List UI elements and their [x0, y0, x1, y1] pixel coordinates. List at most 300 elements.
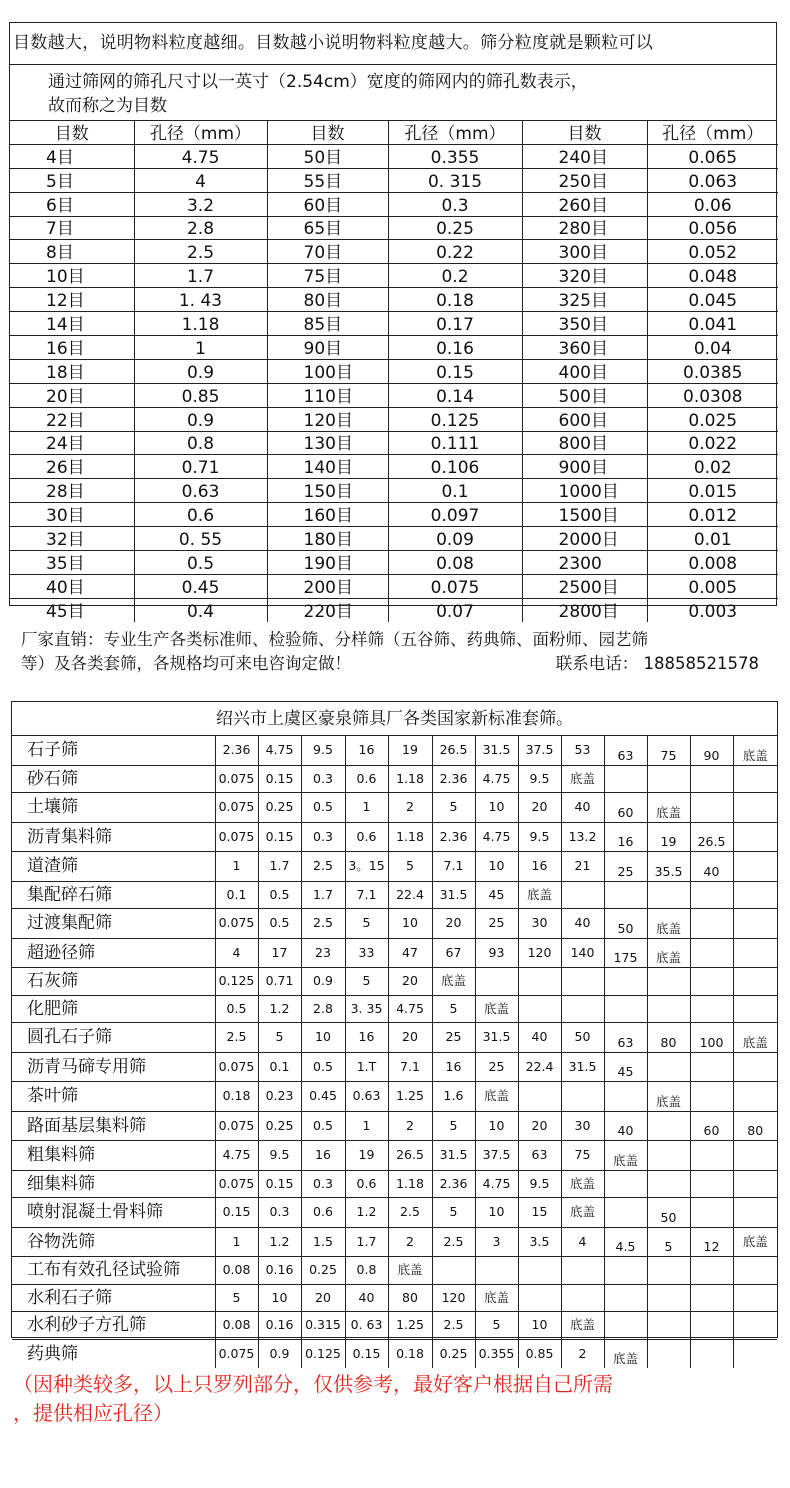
- mesh-count-cell: 80目: [267, 288, 388, 312]
- sieve-size-cell: [561, 881, 604, 909]
- sieve-size-cell: 1: [215, 852, 258, 882]
- mesh-row: [10, 144, 778, 168]
- sieve-type-name: 圆孔石子筛: [12, 1023, 215, 1053]
- sieve-size-cell: 40: [690, 852, 733, 882]
- sieve-size-cell: 0.3: [301, 765, 345, 793]
- aperture-cell: 0.06: [647, 192, 778, 216]
- sieve-size-cell: 40: [561, 793, 604, 823]
- sieve-size-cell: 35.5: [647, 852, 690, 882]
- sieve-size-cell: 1.2: [258, 1227, 301, 1257]
- sieve-size-cell: [561, 995, 604, 1023]
- sieve-size-cell: [690, 1312, 733, 1340]
- sieve-row: [12, 1111, 777, 1141]
- sieve-size-cell: 0.1: [215, 881, 258, 909]
- mesh-header-row: [10, 121, 778, 144]
- mesh-count-cell: 120目: [267, 407, 388, 431]
- sieve-size-cell: 2.36: [432, 765, 475, 793]
- sieve-size-cell: 7.1: [388, 1052, 432, 1082]
- sieve-size-cell: [647, 1339, 690, 1368]
- sieve-size-cell: 0.6: [345, 822, 388, 852]
- sieve-size-cell: [518, 968, 561, 996]
- sieve-size-cell: [604, 1198, 647, 1228]
- sieve-type-name: 沥青马碲专用筛: [12, 1052, 215, 1082]
- sieve-type-name: 土壤筛: [12, 793, 215, 823]
- sieve-grid: [12, 736, 777, 1368]
- mesh-count-cell: 130目: [267, 431, 388, 455]
- sieve-size-cell: 0.15: [345, 1339, 388, 1368]
- aperture-cell: 4.75: [134, 144, 267, 168]
- mesh-count-cell: 300目: [522, 240, 647, 264]
- mesh-count-cell: 8目: [10, 240, 134, 264]
- sieve-size-cell: 底盖: [604, 1339, 647, 1368]
- sieve-size-cell: [647, 1111, 690, 1141]
- aperture-cell: 0.005: [647, 574, 778, 598]
- sieve-size-cell: 12: [690, 1227, 733, 1257]
- mesh-count-cell: 320目: [522, 264, 647, 288]
- sieve-size-cell: 80: [388, 1284, 432, 1312]
- sieve-size-cell: 2: [388, 1227, 432, 1257]
- sieve-size-cell: 10: [258, 1284, 301, 1312]
- mesh-count-cell: 85目: [267, 312, 388, 336]
- sieve-size-cell: 底盖: [647, 793, 690, 823]
- aperture-cell: 0.85: [134, 383, 267, 407]
- aperture-cell: 0.075: [388, 574, 522, 598]
- mesh-grid: [10, 121, 778, 622]
- mesh-intro-line1: 目数越大，说明物料粒度越细。目数越小说明物料粒度越大。筛分粒度就是颗粒可以: [10, 23, 776, 65]
- sieve-size-cell: [604, 881, 647, 909]
- sieve-size-cell: 0.075: [215, 909, 258, 939]
- sieve-size-cell: 17: [258, 938, 301, 968]
- mesh-row: [10, 312, 778, 336]
- sieve-size-cell: 1.2: [345, 1198, 388, 1228]
- sieve-size-cell: 5: [475, 1312, 518, 1340]
- sieve-size-cell: 50: [604, 909, 647, 939]
- sieve-size-cell: [647, 881, 690, 909]
- sieve-size-cell: 0.15: [258, 1170, 301, 1198]
- sieve-size-cell: 5: [432, 1111, 475, 1141]
- mesh-count-cell: 4目: [10, 144, 134, 168]
- mesh-count-cell: 180目: [267, 527, 388, 551]
- sieve-size-cell: [733, 909, 777, 939]
- sieve-size-cell: 2.5: [388, 1198, 432, 1228]
- mesh-count-cell: 16目: [10, 336, 134, 360]
- sieve-size-cell: 2.5: [301, 852, 345, 882]
- sieve-size-cell: 63: [604, 736, 647, 765]
- sieve-size-cell: 33: [345, 938, 388, 968]
- mesh-count-cell: 18目: [10, 359, 134, 383]
- vendor-phone: 联系电话： 18858521578: [555, 654, 759, 673]
- sieve-size-cell: [604, 995, 647, 1023]
- sieve-size-cell: 0.15: [258, 765, 301, 793]
- sieve-row: [12, 1198, 777, 1228]
- sieve-size-cell: 2.5: [432, 1312, 475, 1340]
- sieve-size-cell: 0.16: [258, 1312, 301, 1340]
- sieve-row: [12, 1023, 777, 1053]
- sieve-type-name: 水利石子筛: [12, 1284, 215, 1312]
- sieve-row: [12, 1052, 777, 1082]
- sieve-size-cell: [690, 1284, 733, 1312]
- sieve-size-cell: 10: [388, 909, 432, 939]
- sieve-size-cell: [690, 1141, 733, 1171]
- sieve-size-cell: 1.7: [258, 852, 301, 882]
- sieve-size-cell: [690, 793, 733, 823]
- sieve-size-cell: [690, 1052, 733, 1082]
- aperture-cell: 0.17: [388, 312, 522, 336]
- aperture-cell: 0.063: [647, 168, 778, 192]
- aperture-cell: 4: [134, 168, 267, 192]
- sieve-size-cell: 2.36: [432, 1170, 475, 1198]
- footnote-line1: （因种类较多，以上只罗列部分，仅供参考，最好客户根据自己所需: [13, 1372, 613, 1396]
- mesh-count-cell: 900目: [522, 455, 647, 479]
- sieve-size-cell: 0.08: [215, 1257, 258, 1285]
- aperture-cell: 3.2: [134, 192, 267, 216]
- sieve-size-cell: 4.75: [475, 1170, 518, 1198]
- sieve-size-cell: [733, 1257, 777, 1285]
- sieve-size-cell: 0.6: [301, 1198, 345, 1228]
- sieve-size-cell: 7.1: [432, 852, 475, 882]
- sieve-size-cell: 4.75: [215, 1141, 258, 1171]
- sieve-size-cell: 5: [432, 793, 475, 823]
- aperture-cell: 0.5: [134, 551, 267, 575]
- sieve-row: [12, 995, 777, 1023]
- sieve-size-cell: 7.1: [345, 881, 388, 909]
- sieve-size-cell: 63: [604, 1023, 647, 1053]
- sieve-size-cell: 0.3: [301, 1170, 345, 1198]
- sieve-size-cell: 15: [518, 1198, 561, 1228]
- sieve-size-cell: 0.23: [258, 1082, 301, 1112]
- sieve-size-cell: 0.3: [258, 1198, 301, 1228]
- sieve-size-cell: 4.75: [475, 765, 518, 793]
- sieve-size-cell: 10: [475, 1198, 518, 1228]
- mesh-count-cell: 150目: [267, 479, 388, 503]
- mesh-row: [10, 168, 778, 192]
- sieve-size-cell: [690, 938, 733, 968]
- sieve-size-cell: 0.25: [258, 793, 301, 823]
- sieve-size-cell: [690, 909, 733, 939]
- mesh-count-cell: 90目: [267, 336, 388, 360]
- sieve-size-cell: 120: [518, 938, 561, 968]
- sieve-size-cell: 120: [432, 1284, 475, 1312]
- sieve-size-cell: [690, 765, 733, 793]
- sieve-size-cell: 0.075: [215, 1111, 258, 1141]
- mesh-count-cell: 20目: [10, 383, 134, 407]
- aperture-cell: 0.1: [388, 479, 522, 503]
- aperture-cell: 0.355: [388, 144, 522, 168]
- aperture-cell: 0.18: [388, 288, 522, 312]
- mesh-row: [10, 598, 778, 621]
- sieve-size-cell: 0.18: [215, 1082, 258, 1112]
- sieve-row: [12, 909, 777, 939]
- vendor-line1: 厂家直销：专业生产各类标准师、检验筛、分样筛（五谷筛、药典筛、面粉师、园艺筛: [21, 630, 648, 649]
- sieve-size-cell: [518, 1082, 561, 1112]
- aperture-cell: 0.056: [647, 216, 778, 240]
- mesh-count-cell: 280目: [522, 216, 647, 240]
- sieve-size-cell: 16: [345, 736, 388, 765]
- sieve-size-cell: 1: [345, 793, 388, 823]
- sieve-size-cell: [604, 1082, 647, 1112]
- sieve-size-cell: 31.5: [475, 1023, 518, 1053]
- mesh-count-cell: 190目: [267, 551, 388, 575]
- sieve-size-cell: 140: [561, 938, 604, 968]
- mesh-count-cell: 10目: [10, 264, 134, 288]
- aperture-cell: 0.08: [388, 551, 522, 575]
- sieve-row: [12, 1312, 777, 1340]
- sieve-size-cell: 5: [647, 1227, 690, 1257]
- sieve-size-cell: 4: [215, 938, 258, 968]
- aperture-cell: 0.04: [647, 336, 778, 360]
- sieve-row: [12, 793, 777, 823]
- mesh-count-cell: 12目: [10, 288, 134, 312]
- sieve-size-cell: 0.075: [215, 1339, 258, 1368]
- sieve-size-cell: [690, 1170, 733, 1198]
- sieve-size-cell: 2.5: [301, 909, 345, 939]
- mesh-count-cell: 100目: [267, 359, 388, 383]
- sieve-size-cell: 45: [475, 881, 518, 909]
- sieve-size-cell: 1.7: [301, 881, 345, 909]
- mesh-count-cell: 14目: [10, 312, 134, 336]
- mesh-row: [10, 551, 778, 575]
- sieve-size-cell: [733, 1312, 777, 1340]
- sieve-size-cell: 1: [345, 1111, 388, 1141]
- aperture-cell: 0.6: [134, 503, 267, 527]
- mesh-intro-block: [10, 65, 776, 121]
- sieve-size-cell: 0.85: [518, 1339, 561, 1368]
- aperture-cell: 0.09: [388, 527, 522, 551]
- sieve-size-cell: 2: [388, 793, 432, 823]
- sieve-size-cell: 3. 35: [345, 995, 388, 1023]
- sieve-size-cell: 0.18: [388, 1339, 432, 1368]
- sieve-size-cell: 31.5: [432, 881, 475, 909]
- sieve-size-cell: 20: [388, 968, 432, 996]
- sieve-size-cell: 25: [475, 1052, 518, 1082]
- aperture-cell: 0.045: [647, 288, 778, 312]
- sieve-size-cell: 0.5: [215, 995, 258, 1023]
- sieve-size-cell: [647, 1312, 690, 1340]
- sieve-type-name: 路面基层集料筛: [12, 1111, 215, 1141]
- aperture-cell: 0.052: [647, 240, 778, 264]
- sieve-size-cell: 10: [475, 1111, 518, 1141]
- sieve-size-cell: 0.6: [345, 765, 388, 793]
- sieve-size-cell: 底盖: [733, 1227, 777, 1257]
- sieve-size-cell: [604, 968, 647, 996]
- sieve-size-cell: 4.5: [604, 1227, 647, 1257]
- sieve-size-cell: 10: [301, 1023, 345, 1053]
- mesh-count-cell: 70目: [267, 240, 388, 264]
- mesh-size-table: [9, 22, 777, 622]
- sieve-size-cell: 25: [604, 852, 647, 882]
- mesh-count-cell: 220目: [267, 598, 388, 621]
- sieve-type-name: 工布有效孔径试验筛: [12, 1257, 215, 1285]
- mesh-count-cell: 35目: [10, 551, 134, 575]
- sieve-size-cell: 1.T: [345, 1052, 388, 1082]
- aperture-cell: 1.7: [134, 264, 267, 288]
- sieve-row: [12, 1082, 777, 1112]
- sieve-size-cell: 5: [388, 852, 432, 882]
- sieve-size-cell: 1.6: [432, 1082, 475, 1112]
- sieve-size-cell: 9.5: [518, 822, 561, 852]
- sieve-size-cell: [733, 1082, 777, 1112]
- aperture-cell: 0.048: [647, 264, 778, 288]
- aperture-cell: 0.022: [647, 431, 778, 455]
- sieve-size-cell: 0.315: [301, 1312, 345, 1340]
- sieve-size-cell: 50: [561, 1023, 604, 1053]
- mesh-row: [10, 336, 778, 360]
- aperture-cell: 2.5: [134, 240, 267, 264]
- sieve-table-title: 绍兴市上虞区豪泉筛具厂各类国家新标准套筛。: [12, 702, 777, 736]
- sieve-size-cell: 底盖: [518, 881, 561, 909]
- mesh-row: [10, 359, 778, 383]
- sieve-size-cell: [733, 822, 777, 852]
- sieve-type-name: 水利砂子方孔筛: [12, 1312, 215, 1340]
- sieve-row: [12, 968, 777, 996]
- mesh-row: [10, 407, 778, 431]
- sieve-size-cell: 1.18: [388, 1170, 432, 1198]
- mesh-count-cell: 2500目: [522, 574, 647, 598]
- sieve-size-cell: [647, 1052, 690, 1082]
- mesh-count-cell: 2000日: [522, 527, 647, 551]
- mesh-count-cell: 5目: [10, 168, 134, 192]
- sieve-size-cell: 20: [432, 909, 475, 939]
- mesh-row: [10, 479, 778, 503]
- sieve-size-cell: 20: [301, 1284, 345, 1312]
- sieve-size-cell: 0.125: [301, 1339, 345, 1368]
- mesh-count-cell: 22目: [10, 407, 134, 431]
- mesh-count-cell: 60目: [267, 192, 388, 216]
- vendor-line2: 等）及各类套筛，各规格均可来电咨询定做！: [21, 654, 351, 673]
- sieve-size-cell: 底盖: [733, 1023, 777, 1053]
- sieve-size-cell: 26.5: [690, 822, 733, 852]
- mesh-row: [10, 192, 778, 216]
- mesh-count-cell: 50目: [267, 144, 388, 168]
- aperture-cell: 0.041: [647, 312, 778, 336]
- sieve-size-cell: 0.075: [215, 1170, 258, 1198]
- sieve-size-cell: 5: [345, 968, 388, 996]
- sieve-size-cell: 1.7: [345, 1227, 388, 1257]
- sieve-size-cell: 16: [432, 1052, 475, 1082]
- mesh-header-cell: 孔径（mm）: [134, 121, 267, 144]
- sieve-size-cell: 0.3: [301, 822, 345, 852]
- sieve-size-cell: 40: [518, 1023, 561, 1053]
- sieve-size-cell: [690, 1198, 733, 1228]
- sieve-size-cell: [690, 881, 733, 909]
- sieve-size-cell: 19: [388, 736, 432, 765]
- sieve-size-cell: 3.5: [518, 1227, 561, 1257]
- sieve-size-cell: [561, 968, 604, 996]
- mesh-count-cell: 2800目: [522, 598, 647, 621]
- sieve-size-cell: [475, 968, 518, 996]
- sieve-size-cell: 0.125: [215, 968, 258, 996]
- mesh-count-cell: 800目: [522, 431, 647, 455]
- aperture-cell: 0.07: [388, 598, 522, 621]
- aperture-cell: 0.4: [134, 598, 267, 621]
- aperture-cell: 0.63: [134, 479, 267, 503]
- aperture-cell: 0.125: [388, 407, 522, 431]
- sieve-size-cell: [604, 1170, 647, 1198]
- sieve-size-cell: 0.16: [258, 1257, 301, 1285]
- sieve-size-cell: 底盖: [647, 1082, 690, 1112]
- sieve-size-cell: 31.5: [561, 1052, 604, 1082]
- sieve-size-cell: 0.9: [258, 1339, 301, 1368]
- sieve-size-cell: 0.15: [215, 1198, 258, 1228]
- mesh-count-cell: 240目: [522, 144, 647, 168]
- sieve-size-cell: 2.36: [215, 736, 258, 765]
- sieve-size-cell: [647, 1257, 690, 1285]
- mesh-count-cell: 30目: [10, 503, 134, 527]
- sieve-size-cell: [604, 1312, 647, 1340]
- sieve-size-cell: 26.5: [432, 736, 475, 765]
- mesh-count-cell: 140目: [267, 455, 388, 479]
- sieve-size-cell: 19: [345, 1141, 388, 1171]
- mesh-count-cell: 40目: [10, 574, 134, 598]
- aperture-cell: 0.3: [388, 192, 522, 216]
- aperture-cell: 0.25: [388, 216, 522, 240]
- sieve-size-cell: 0.1: [258, 1052, 301, 1082]
- aperture-cell: 0.9: [134, 407, 267, 431]
- sieve-size-cell: [647, 765, 690, 793]
- aperture-cell: 0.003: [647, 598, 778, 621]
- sieve-row: [12, 1141, 777, 1171]
- sieve-size-cell: 0.8: [345, 1257, 388, 1285]
- mesh-row: [10, 383, 778, 407]
- sieve-type-name: 石灰筛: [12, 968, 215, 996]
- sieve-type-name: 茶叶筛: [12, 1082, 215, 1112]
- aperture-cell: 0.065: [647, 144, 778, 168]
- sieve-size-cell: [518, 1284, 561, 1312]
- sieve-size-cell: 0.355: [475, 1339, 518, 1368]
- sieve-size-cell: 3: [475, 1227, 518, 1257]
- sieve-size-cell: 16: [345, 1023, 388, 1053]
- sieve-size-cell: [604, 1284, 647, 1312]
- mesh-count-cell: 600目: [522, 407, 647, 431]
- sieve-size-cell: [733, 793, 777, 823]
- sieve-size-cell: 底盖: [388, 1257, 432, 1285]
- sieve-size-cell: 31.5: [432, 1141, 475, 1171]
- mesh-count-cell: 500目: [522, 383, 647, 407]
- sieve-size-cell: [518, 1257, 561, 1285]
- sieve-size-cell: [733, 1052, 777, 1082]
- sieve-size-cell: 100: [690, 1023, 733, 1053]
- sieve-size-cell: 底盖: [561, 1198, 604, 1228]
- sieve-size-cell: 31.5: [475, 736, 518, 765]
- sieve-size-cell: 60: [690, 1111, 733, 1141]
- aperture-cell: 0.02: [647, 455, 778, 479]
- sieve-size-cell: 2.8: [301, 995, 345, 1023]
- sieve-size-cell: 50: [647, 1198, 690, 1228]
- sieve-size-cell: 0.075: [215, 822, 258, 852]
- sieve-size-cell: 10: [518, 1312, 561, 1340]
- sieve-size-cell: 底盖: [647, 909, 690, 939]
- aperture-cell: 0.9: [134, 359, 267, 383]
- sieve-size-cell: 底盖: [475, 995, 518, 1023]
- aperture-cell: 0.008: [647, 551, 778, 575]
- sieve-size-cell: 0.08: [215, 1312, 258, 1340]
- sieve-size-cell: 93: [475, 938, 518, 968]
- aperture-cell: 0.097: [388, 503, 522, 527]
- sieve-size-cell: 9.5: [518, 765, 561, 793]
- sieve-size-cell: 0.5: [301, 1052, 345, 1082]
- sieve-size-cell: 10: [475, 793, 518, 823]
- mesh-count-cell: 6目: [10, 192, 134, 216]
- mesh-row: [10, 264, 778, 288]
- sieve-size-cell: 40: [345, 1284, 388, 1312]
- sieve-size-cell: [733, 938, 777, 968]
- sieve-size-cell: 20: [518, 1111, 561, 1141]
- aperture-cell: 0. 315: [388, 168, 522, 192]
- mesh-count-cell: 250目: [522, 168, 647, 192]
- sieve-size-cell: 53: [561, 736, 604, 765]
- aperture-cell: 1: [134, 336, 267, 360]
- sieve-size-cell: [432, 1257, 475, 1285]
